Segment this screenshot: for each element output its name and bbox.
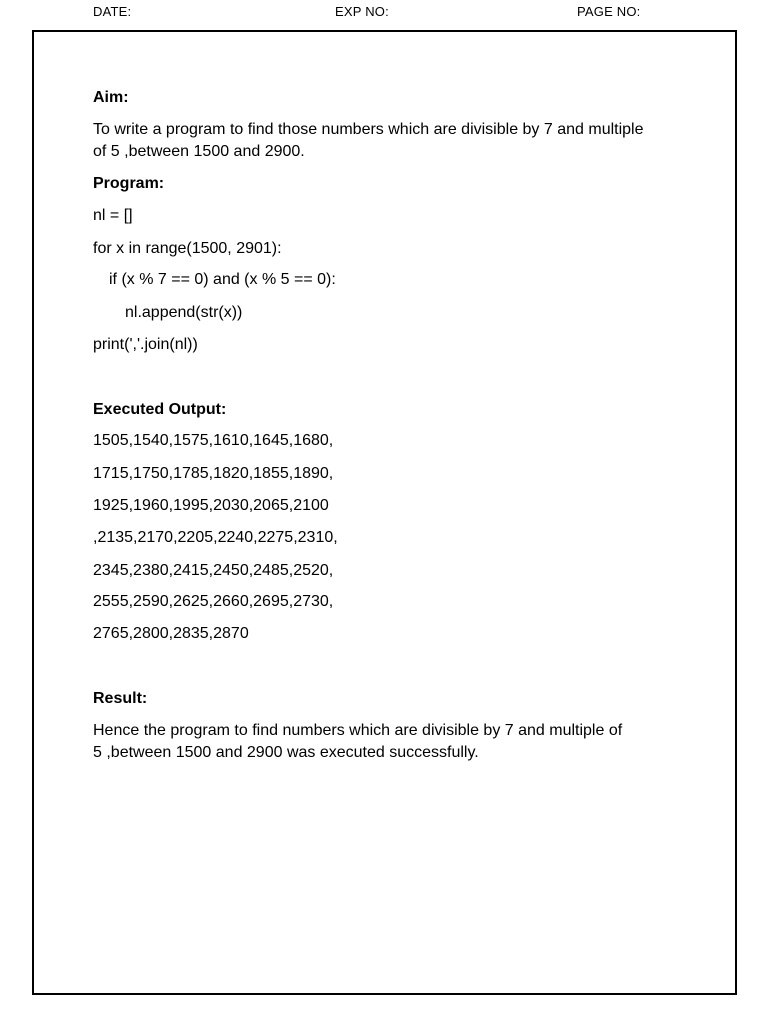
result-heading: Result: <box>93 690 148 707</box>
exp-no-label: EXP NO: <box>335 4 389 19</box>
aim-text <box>93 119 673 163</box>
program-heading: Program: <box>93 175 165 192</box>
code-line: nl.append(str(x)) <box>125 304 243 321</box>
code-line: for x in range(1500, 2901): <box>93 240 282 257</box>
result-text-line: 5 ,between 1500 and 2900 was executed successfully. <box>93 744 479 761</box>
output-line: 1925,1960,1995,2030,2065,2100 <box>93 497 329 514</box>
aim-text-line: of 5 ,between 1500 and 2900. <box>93 143 305 160</box>
output-line: 2345,2380,2415,2450,2485,2520, <box>93 562 334 579</box>
code-line: nl = [] <box>93 207 133 224</box>
result-text-line: Hence the program to find numbers which are divisible by 7 and multiple of <box>93 722 623 739</box>
output-line: 2555,2590,2625,2660,2695,2730, <box>93 593 334 610</box>
output-line: 1505,1540,1575,1610,1645,1680, <box>93 432 334 449</box>
result-text <box>93 720 673 764</box>
code-line: print(','.join(nl)) <box>93 336 198 353</box>
output-heading: Executed Output: <box>93 401 227 418</box>
date-label: DATE: <box>93 4 132 19</box>
output-line: 2765,2800,2835,2870 <box>93 625 249 642</box>
aim-heading: Aim: <box>93 89 129 106</box>
page-no-label: PAGE NO: <box>577 4 641 19</box>
code-line: if (x % 7 == 0) and (x % 5 == 0): <box>109 271 336 288</box>
output-line: ,2135,2170,2205,2240,2275,2310, <box>93 529 338 546</box>
aim-text-line: To write a program to find those numbers which are divisible by 7 and multiple <box>93 121 644 138</box>
output-line: 1715,1750,1785,1820,1855,1890, <box>93 465 334 482</box>
